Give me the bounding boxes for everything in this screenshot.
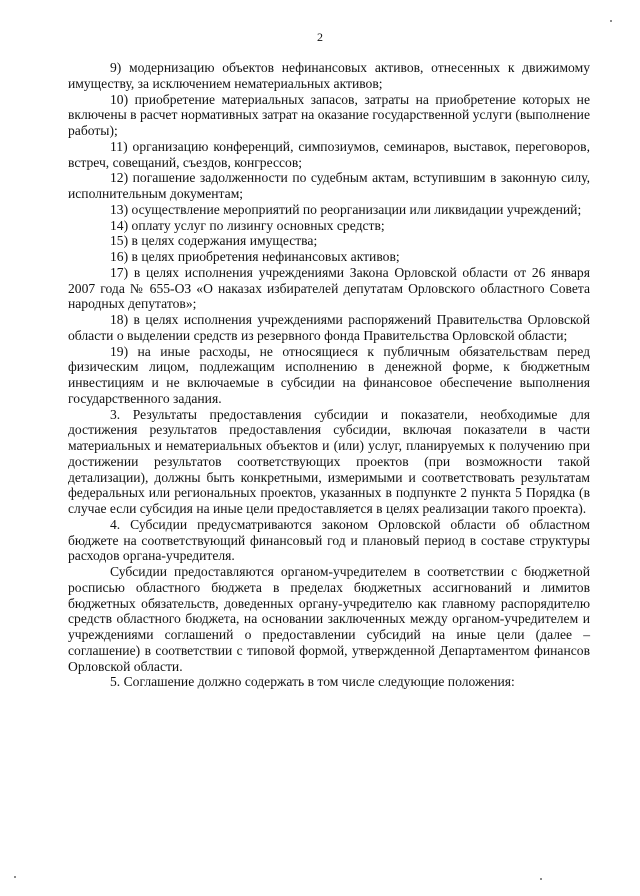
paragraph-item-9: 9) модернизацию объектов нефинансовых активов, отнесенных к движимому имуществу, за исключением нематериальных активов; [68,60,590,91]
paragraph-item-10: 10) приобретение материальных запасов, затраты на приобретение которых не включены в расчет нормативных затрат на оказание государственной услуги (выполнение работы); [68,91,590,138]
scan-speck [540,878,542,880]
paragraph-item-12: 12) погашение задолженности по судебным актам, вступившим в законную силу, исполнительным документам; [68,170,590,201]
scan-speck [610,20,612,22]
paragraph-item-16: 16) в целях приобретения нефинансовых активов; [110,249,400,264]
paragraph-item-15: 15) в целях содержания имущества; [110,233,318,249]
paragraph-item-14: 14) оплату услуг по лизингу основных средств; [110,217,385,233]
paragraph-item-17: 17) в целях исполнения учреждениями Закона Орловской области от 26 января 2007 года № 655-ОЗ «О наказах избирателей депутатам Орловского областного Совета народных депутатов»; [68,264,590,312]
paragraph-point-3: 3. Результаты предоставления субсидии и показатели, необходимые для достижения результатов предоставления субсидии, включая показатели в части материальных и нематериальных объектов и (или) услуг, планируемых к получению при достижении результатов соответствующих проектов (при возможности такой детализации), должны быть конкретными, измеримыми и соответствовать результатам федеральных или региональных проектов, указанных в подпункте 2 пункта 5 Порядка (в случае если субсидия на иные цели предоставляется в целях реализации такого проекта). [68,406,590,516]
page-number: 2 [317,30,323,44]
paragraph-point-4: 4. Субсидии предусматриваются законом Орловской области об областном бюджете на соответствующий финансовый год и плановый период в составе структуры расходов органа-учредителя. [68,516,590,564]
paragraph-item-11: 11) организацию конференций, симпозиумов, семинаров, выставок, переговоров, встреч, совещаний, съездов, конгрессов; [68,138,590,170]
paragraph-item-13: 13) осуществление мероприятий по реорганизации или ликвидации учреждений; [110,201,582,217]
paragraph-point-5: 5. Соглашение должно содержать в том числе следующие положения: [110,674,515,690]
paragraph-subsidies: Субсидии предоставляются органом-учредителем в соответствии с бюджетной росписью областного бюджета в пределах бюджетных ассигнований и лимитов бюджетных обязательств, доведенных органу-учредителю как главному распорядителю средств областного бюджета, на основании заключенных между органом-учредителем и учреждениями соглашений о предоставлении субсидий на иные цели (далее – соглашение) в соответствии с типовой формой, утвержденной Департаментом финансов Орловской области. [68,564,590,674]
paragraph-item-19: 19) на иные расходы, не относящиеся к публичным обязательствам перед физическим лицом, подлежащим исполнению в денежной форме, к бюджетным инвестициям и не включаемые в субсидии на финансовое обеспечение выполнения государственного задания. [68,343,590,406]
paragraph-item-18: 18) в целях исполнения учреждениями распоряжений Правительства Орловской области о выделении средств из резервного фонда Правительства Орловской области; [68,312,590,343]
scan-speck [14,876,16,878]
document-body [68,60,590,690]
